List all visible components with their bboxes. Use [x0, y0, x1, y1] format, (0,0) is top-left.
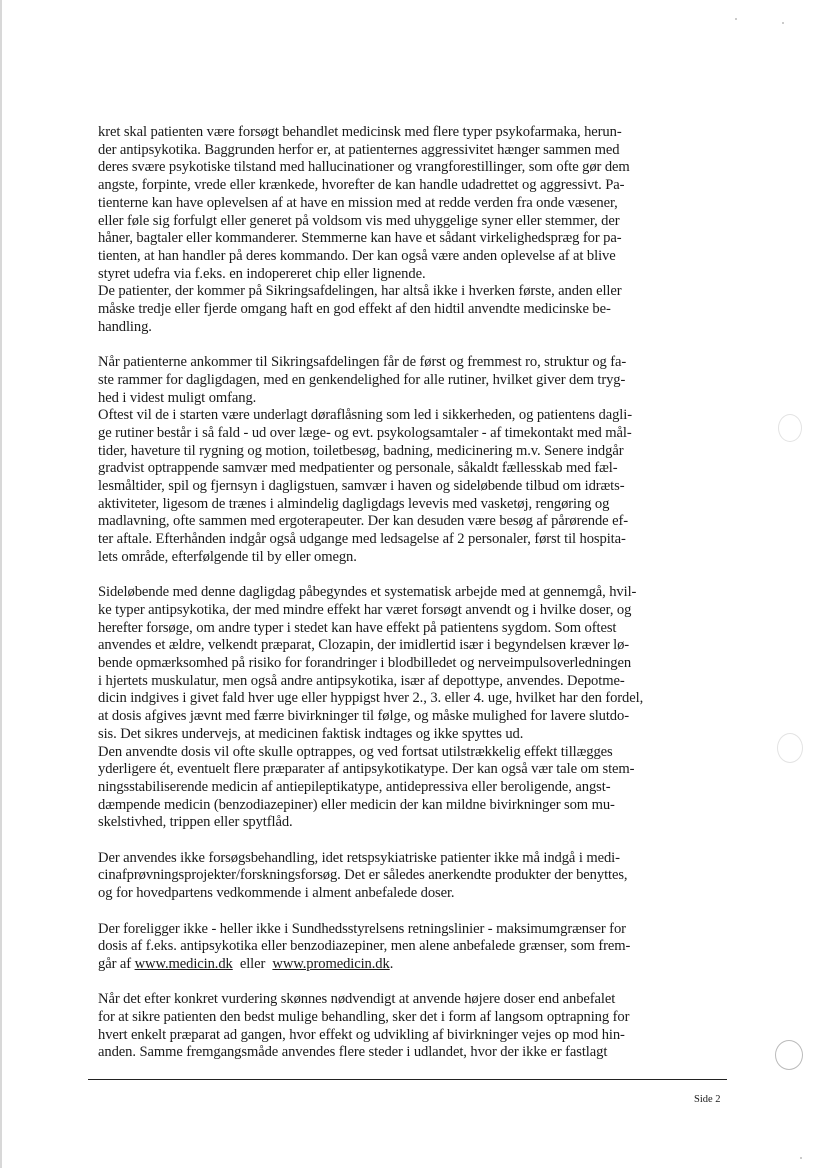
text-line: herefter forsøge, om andre typer i stedet kan have effekt på patientens sygdom. Som oftest	[98, 619, 617, 636]
scan-speck	[735, 18, 737, 20]
body-text	[98, 124, 728, 1062]
text-line: madlavning, ofte sammen med ergoterapeuter. Der kan desuden være besøg af pårørende ef-	[98, 513, 628, 530]
text-line: ke typer antipsykotika, der med mindre effekt har været forsøgt anvendt og i hvilke doser, og	[98, 601, 632, 618]
paragraph-dose-limits	[98, 921, 728, 974]
text-line: deres svære psykotiske tilstand med hallucinationer og vrangforestillinger, som ofte gør dem	[98, 159, 630, 176]
scan-edge	[0, 0, 2, 1168]
text-line: bende opmærksomhed på risiko for forandringer i blodbilledet og nerveimpulsoverledningen	[98, 655, 632, 672]
text-line: Oftest vil de i starten være underlagt døraflåsning som led i sikkerheden, og patientens dagli-	[98, 407, 632, 424]
text-line: at dosis afgives jævnt med færre bivirkninger til følge, og måske mulighed for lavere slutdo-	[98, 708, 629, 725]
text-line: yderligere ét, eventuelt flere præparater af antipsykotikatype. Der kan også vær tale om stem-	[98, 761, 635, 778]
link-promedicin-dk[interactable]: www.promedicin.dk	[272, 955, 390, 972]
text-line: dosis af f.eks. antipsykotika eller benzodiazepiner, men alene anbefalede grænser, som frem-	[98, 938, 631, 955]
text-line: kret skal patienten være forsøgt behandlet medicinsk med flere typer psykofarmaka, herun-	[98, 124, 622, 140]
text-line: angste, forpinte, vrede eller krænkede, hvorefter de kan handle udadrettet og aggressivt. Pa-	[98, 177, 625, 194]
text-line: lets område, efterfølgende til by eller omegn.	[98, 548, 357, 565]
text-line: måske tredje eller fjerde omgang haft en god effekt af den hidtil anvendte medicinske be-	[98, 301, 611, 318]
page-number: Side 2	[694, 1094, 721, 1105]
paragraph-higher-doses	[98, 991, 728, 1062]
text-line: sis. Det sikres undervejs, at medicinen faktisk indtages og ikke spyttes ud.	[98, 725, 524, 742]
paragraph-arrival-routines	[98, 354, 728, 566]
text-line: Når patienterne ankommer til Sikringsafdelingen får de først og fremmest ro, struktur og fa-	[98, 354, 627, 371]
text-line: anden. Samme fremgangsmåde anvendes flere steder i udlandet, hvor der ikke er fastlagt	[98, 1044, 608, 1061]
text-line: styret udefra via f.eks. en indopereret chip eller lignende.	[98, 265, 426, 282]
link-medicin-dk[interactable]: www.medicin.dk	[134, 955, 233, 972]
text-line: tienterne kan have oplevelsen af at have en mission med at redde verden fra onde væsener,	[98, 194, 618, 211]
text-line: Der anvendes ikke forsøgsbehandling, idet retspsykiatriske patienter ikke må indgå i medi-	[98, 849, 620, 866]
text-line: De patienter, der kommer på Sikringsafdelingen, har altså ikke i hverken første, anden eller	[98, 283, 622, 300]
text-line: i hjertets muskulatur, men også andre antipsykotika, især af depottype, anvendes. Depotme-	[98, 672, 625, 689]
text-line: dæmpende medicin (benzodiazepiner) eller medicin der kan mildne bivirkninger som mu-	[98, 796, 615, 813]
text-line	[98, 956, 728, 974]
paragraph-medication-review	[98, 584, 728, 832]
text-line: ste rammer for dagligdagen, med en genkendelighed for alle rutiner, hvilket giver dem tryg-	[98, 371, 626, 388]
text-line: Når det efter konkret vurdering skønnes nødvendigt at anvende højere doser end anbefalet	[98, 991, 616, 1008]
text-line: Sideløbende med denne dagligdag påbegyndes et systematisk arbejde med at gennemgå, hvil-	[98, 584, 637, 601]
punch-hole-mark	[777, 733, 803, 763]
text-line: aktiviteter, ligesom de trænes i almindelig dagligdags levevis med vasketøj, rengøring og	[98, 495, 610, 512]
text-fragment: eller	[232, 955, 273, 972]
text-line: for at sikre patienten den bedst mulige behandling, sker det i form af langsom optrapning for	[98, 1009, 630, 1026]
text-line: tider, haveture til rygning og motion, toiletbesøg, badning, medicinering m.v. Senere indgår	[98, 442, 624, 459]
text-line: ningsstabiliserende medicin af antiepileptikatype, antidepressiva eller beroligende, angst-	[98, 778, 611, 795]
footer-divider	[88, 1079, 727, 1080]
text-line: handling.	[98, 318, 152, 335]
text-line: anvendes et ældre, velkendt præparat, Clozapin, der imidlertid især i begyndelsen kræver lø-	[98, 637, 630, 654]
text-line: eller føle sig forfulgt eller generet på voldsom vis med uhyggelige syner eller stemmer, der	[98, 212, 620, 229]
text-line: og for hovedpartens vedkommende i alment anbefalede doser.	[98, 885, 455, 902]
paragraph-no-trial-treatment	[98, 850, 728, 903]
text-line: skelstivhed, trippen eller spytflåd.	[98, 814, 293, 831]
punch-hole-mark	[778, 414, 802, 442]
text-fragment: .	[389, 955, 394, 972]
text-line: tienten, at han handler på deres kommando. Der kan også være anden oplevelse af at blive	[98, 247, 616, 264]
text-line: dicin indgives i givet fald hver uge eller hyppigst hver 2., 3. eller 4. uge, hvilket har den fordel,	[98, 690, 644, 707]
text-fragment: går af	[98, 955, 135, 972]
text-line: Der foreligger ikke - heller ikke i Sundhedsstyrelsens retningslinier - maksimumgrænser for	[98, 920, 626, 937]
punch-hole-mark	[775, 1040, 803, 1070]
text-line: ge rutiner består i så fald - ud over læge- og evt. psykologsamtaler - af timekontakt med mål-	[98, 424, 632, 441]
text-line: Den anvendte dosis vil ofte skulle optrappes, og ved fortsat utilstrækkelig effekt tillægges	[98, 743, 613, 760]
scan-speck	[800, 1157, 802, 1159]
text-line: lesmåltider, spil og fjernsyn i dagligstuen, samvær i haven og sideløbende tilbud om idræts-	[98, 478, 625, 495]
scan-speck	[782, 22, 784, 24]
text-line: gradvist optrappende samvær med medpatienter og personale, såkaldt fællesskab med fæl-	[98, 460, 618, 477]
paragraph-psychosis-background	[98, 124, 728, 336]
text-line: der antipsykotika. Baggrunden herfor er, at patienternes aggressivitet hænger sammen med	[98, 141, 620, 158]
text-line: hed i videst muligt omfang.	[98, 389, 257, 406]
text-line: hvert enkelt præparat ad gangen, hvor effekt og udvikling af bivirkninger vejes op mod hin-	[98, 1026, 625, 1043]
text-line: ter aftale. Efterhånden indgår også udgange med ledsagelse af 2 personaler, først til hospita-	[98, 531, 626, 548]
text-line: cinafprøvningsprojekter/forskningsforsøg. Det er således anerkendte produkter der benyttes,	[98, 867, 628, 884]
text-line: håner, bagtaler eller kommanderer. Stemmerne kan have et sådant virkelighedspræg for pa-	[98, 230, 622, 247]
